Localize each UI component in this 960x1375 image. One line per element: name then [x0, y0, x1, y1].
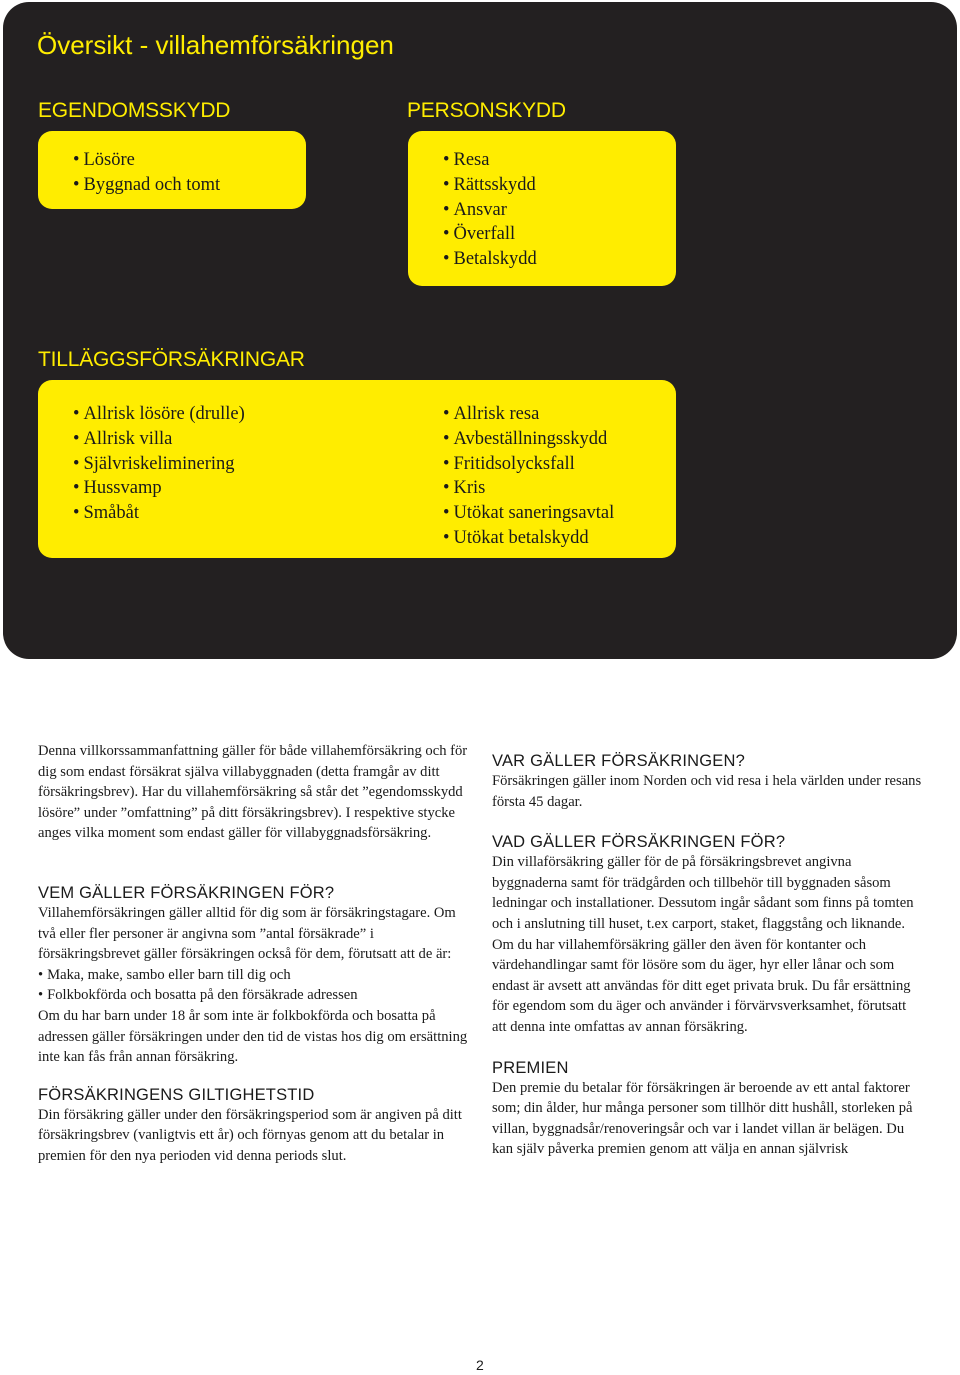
list-item: • Folkbokförda och bosatta på den försäkrade adressen [38, 985, 468, 1006]
tillagg-left-list [73, 402, 245, 526]
personskydd-heading: PERSONSKYDD [407, 99, 566, 122]
list-item: • Byggnad och tomt [73, 173, 306, 198]
vad-heading: VAD GÄLLER FÖRSÄKRINGEN FÖR? [492, 833, 786, 852]
list-item: • Allrisk lösöre (drulle) [73, 402, 245, 427]
vem-after-paragraph: Om du har barn under 18 år som inte är folkbokförda och bosatta på adressen gäller försäkringen under den tid de vistas hos dig om ersättning inte kan fås från annan försäkring. [38, 1007, 468, 1066]
list-item: • Överfall [443, 222, 676, 247]
list-item: • Resa [443, 148, 676, 173]
vem-list [38, 965, 468, 1006]
vad-paragraph: Din villaförsäkring gäller för de på försäkringsbrevet angivna byggnaderna samt för trädgården och tillbehör till byggnaden såsom ledningar och installationer. Dessutom ingår sådant som finns på tomten och i anslutning till huset, t.ex carport, staket, flaggstång och liknande. Om du har villahemförsäkring gäller den även för kontanter och värdehandlingar samt för lösöre som du äger, hyr eller lånar och som endast är avsett att användas för ditt eget privata bruk. Du får ersättning för egendom som du äger och använder i förvärvsverksamhet, förutsatt att denna inte omfattas av annan försäkring. [492, 854, 914, 1035]
list-item: • Ansvar [443, 198, 676, 223]
premien-heading: PREMIEN [492, 1058, 569, 1077]
tillagg-right-list [443, 402, 614, 551]
personskydd-box [408, 131, 676, 286]
var-paragraph: Försäkringen gäller inom Norden och vid resa i hela världen under resans första 45 dagar. [492, 773, 922, 810]
list-item: • Allrisk resa [443, 402, 614, 427]
egendomsskydd-heading: EGENDOMSSKYDD [38, 99, 231, 122]
list-item: • Lösöre [73, 148, 306, 173]
list-item: • Rättsskydd [443, 173, 676, 198]
right-column [492, 751, 924, 1160]
left-column [38, 741, 468, 1167]
intro-paragraph: Denna villkorssammanfattning gäller för både villahemförsäkring och för dig som endast försäkrat själva villabyggnaden (detta framgår av ditt försäkringsbrev). Har du villahemförsäkring så står det ”egendomsskydd lösöre” under ”omfattning” på ditt försäkringsbrev). I respektive stycke anges vilka moment som endast gäller för villabyggnadsförsäkring. [38, 743, 468, 842]
list-item: • Utökat betalskydd [443, 526, 614, 551]
list-item: • Betalskydd [443, 247, 676, 272]
egendomsskydd-list [38, 131, 306, 198]
list-item: • Småbåt [73, 501, 245, 526]
list-item: • Maka, make, sambo eller barn till dig och [38, 965, 468, 986]
list-item: • Fritidsolycksfall [443, 452, 614, 477]
tillagg-heading: TILLÄGGSFÖRSÄKRINGAR [38, 348, 305, 371]
tillagg-box [38, 380, 676, 558]
page-title: Översikt - villahemförsäkringen [37, 30, 394, 60]
list-item: • Hussvamp [73, 476, 245, 501]
list-item: • Kris [443, 476, 614, 501]
personskydd-list [408, 131, 676, 272]
vem-heading: VEM GÄLLER FÖRSÄKRINGEN FÖR? [38, 883, 335, 902]
list-item: • Avbeställningsskydd [443, 427, 614, 452]
list-item: • Självriskeliminering [73, 452, 245, 477]
vem-paragraph: Villahemförsäkringen gäller alltid för dig som är försäkringstagare. Om två eller fler personer är angivna som ”antal försäkrade” i försäkringsbrevet gäller försäkringen också för dem, förutsatt att de är: [38, 904, 456, 963]
premien-paragraph: Den premie du betalar för försäkringen är beroende av ett antal faktorer som; din ålder, hur många personer som tillhör ditt hushåll, storleken på villan, byggnadsår/renoveringsår och var i landet villan är belägen. Du kan själv påverka premien genom att välja en annan självrisk [492, 1079, 913, 1158]
giltighet-paragraph: Din försäkring gäller under den försäkringsperiod som är angiven på ditt försäkringsbrev (vanligtvis ett år) och förnyas genom att du betalar in premien för den nya perioden vid denna periods slut. [38, 1106, 462, 1164]
egendomsskydd-box [38, 131, 306, 209]
page-number: 2 [476, 1357, 484, 1373]
var-heading: VAR GÄLLER FÖRSÄKRINGEN? [492, 752, 745, 770]
list-item: • Allrisk villa [73, 427, 245, 452]
giltighet-heading: FÖRSÄKRINGENS GILTIGHETSTID [38, 1085, 315, 1104]
list-item: • Utökat saneringsavtal [443, 501, 614, 526]
